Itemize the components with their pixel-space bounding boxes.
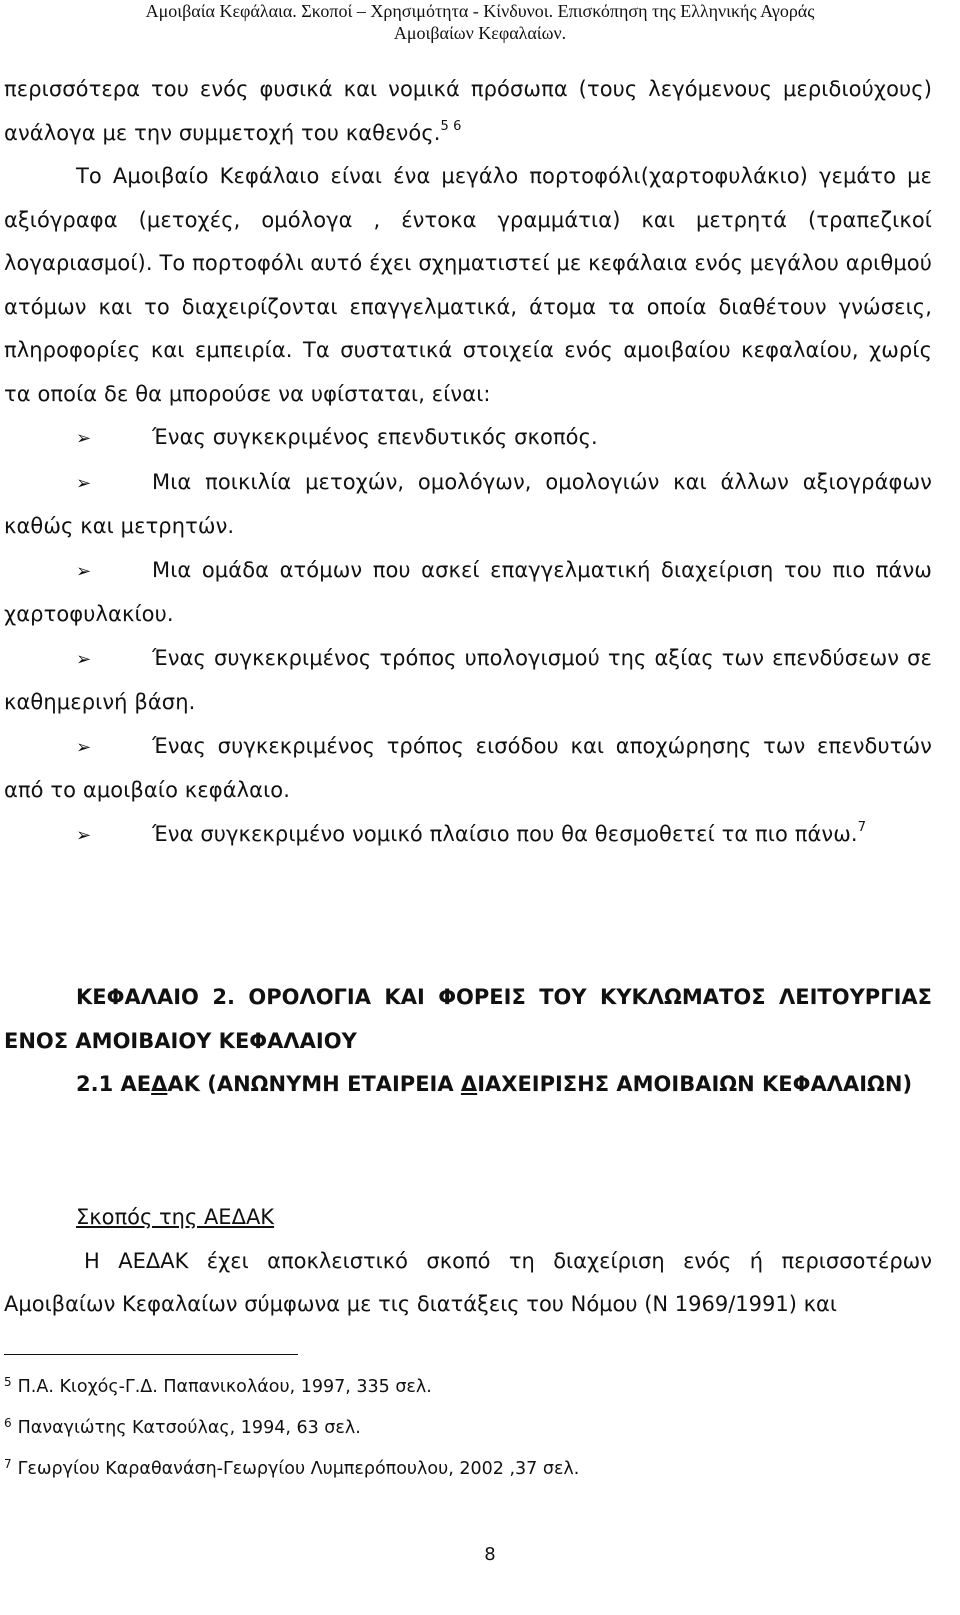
bullet-item: ➢ Ένα συγκεκριμένο νομικό πλαίσιο που θα θεσμοθετεί τα πιο πάνω.$^7$ xyxy=(4,813,932,858)
bullet-item: ➢ Ένας συγκεκριμένος τρόπος εισόδου και αποχώρησης των επενδυτών από το αμοιβαίο κεφάλαιο. xyxy=(4,725,932,813)
footnotes xyxy=(4,1364,904,1487)
footnote: $^7$ Γεωργίου Καραθανάση-Γεωργίου Λυμπερόπουλου, 2002 ,37 σελ. xyxy=(4,1457,580,1479)
chapter-title: ΚΕΦΑΛΑΙΟ 2. ΟΡΟΛΟΓΙΑ ΚΑΙ ΦΟΡΕΙΣ ΤΟΥ ΚΥΚΛΩΜΑΤΟΣ ΛΕΙΤΟΥΡΓΙΑΣ ΕΝΟΣ ΑΜΟΙΒΑΙΟΥ ΚΕΦΑΛΑΙΟΥ xyxy=(4,985,932,1053)
bullet-item: ➢ Μια ομάδα ατόμων που ασκεί επαγγελματική διαχείριση του πιο πάνω χαρτοφυλακίου. xyxy=(4,549,932,637)
running-header xyxy=(0,0,960,48)
body-text xyxy=(4,68,932,857)
section-body xyxy=(4,1196,932,1327)
paragraph-continuation xyxy=(4,68,932,155)
footnote-ref: 5 6 xyxy=(440,118,462,134)
arrow-bullet-icon: ➢ xyxy=(76,648,92,670)
paragraph-text: περισσότερα του ενός φυσικά και νομικά πρόσωπα (τους λεγόμενους μεριδιούχους) ανάλογα με την συμμετοχή του καθενός. xyxy=(4,77,932,145)
arrow-bullet-icon: ➢ xyxy=(76,824,92,846)
running-header-line-1: Αμοιβαία Κεφάλαια. Σκοποί – Χρησιμότητα - Κίνδυνοι. Επισκόπηση της Ελληνικής Αγοράς xyxy=(145,1,815,21)
arrow-bullet-icon: ➢ xyxy=(76,472,92,494)
section-title: 2.1 ΑΕΔΑΚ (ΑΝΩΝΥΜΗ ΕΤΑΙΡΕΙΑ ΔΙΑΧΕΙΡΙΣΗΣ ΑΜΟΙΒΑΙΩΝ ΚΕΦΑΛΑΙΩΝ) xyxy=(76,1072,913,1096)
bullet-item: ➢ Ένας συγκεκριμένος επενδυτικός σκοπός. xyxy=(4,416,932,461)
bullet-item: ➢ Μια ποικιλία μετοχών, ομολόγων, ομολογιών και άλλων αξιογράφων καθώς και μετρητών. xyxy=(4,461,932,549)
section-paragraph: Η ΑΕΔΑΚ έχει αποκλειστικό σκοπό τη διαχείριση ενός ή περισσοτέρων Αμοιβαίων Κεφαλαίων σύμφωνα με τις διατάξεις του Νόμου (Ν 1969/1991) και xyxy=(4,1248,932,1316)
running-header-line-2: Αμοιβαίων Κεφαλαίων. xyxy=(393,23,567,43)
paragraph-mutual-fund-definition: Το Αμοιβαίο Κεφάλαιο είναι ένα μεγάλο πορτοφόλι(χαρτοφυλάκιο) γεμάτο με αξιόγραφα (μετοχές, ομόλογα , έντοκα γραμμάτια) και μετρητά (τραπεζικοί λογαριασμοί). Το πορτοφόλι αυτό έχει σχηματιστεί με κεφάλαια ενός μεγάλου αριθμού ατόμων και το διαχειρίζονται επαγγελματικά, άτομα τα οποία διαθέτουν γνώσεις, πληροφορίες και εμπειρία. Τα συστατικά στοιχεία ενός αμοιβαίου κεφαλαίου, χωρίς τα οποία δε θα μπορούσε να υφίσταται, είναι: xyxy=(4,164,932,406)
footnote-separator xyxy=(4,1354,298,1355)
arrow-bullet-icon: ➢ xyxy=(76,736,92,758)
page-number: 8 xyxy=(484,1544,496,1565)
arrow-bullet-icon: ➢ xyxy=(76,428,92,449)
bullet-item: ➢ Ένας συγκεκριμένος τρόπος υπολογισμού της αξίας των επενδύσεων σε καθημερινή βάση. xyxy=(4,637,932,725)
footnote: $^5$ Π.Α. Κιοχός-Γ.Δ. Παπανικολάου, 1997, 335 σελ. xyxy=(4,1375,432,1397)
chapter-headings xyxy=(4,976,932,1107)
section-subheading: Σκοπός της ΑΕΔΑΚ xyxy=(76,1205,275,1229)
footnote: $^6$ Παναγιώτης Κατσούλας, 1994, 63 σελ. xyxy=(4,1416,361,1438)
arrow-bullet-icon: ➢ xyxy=(76,560,92,582)
footnote-ref: 7 xyxy=(857,819,867,835)
